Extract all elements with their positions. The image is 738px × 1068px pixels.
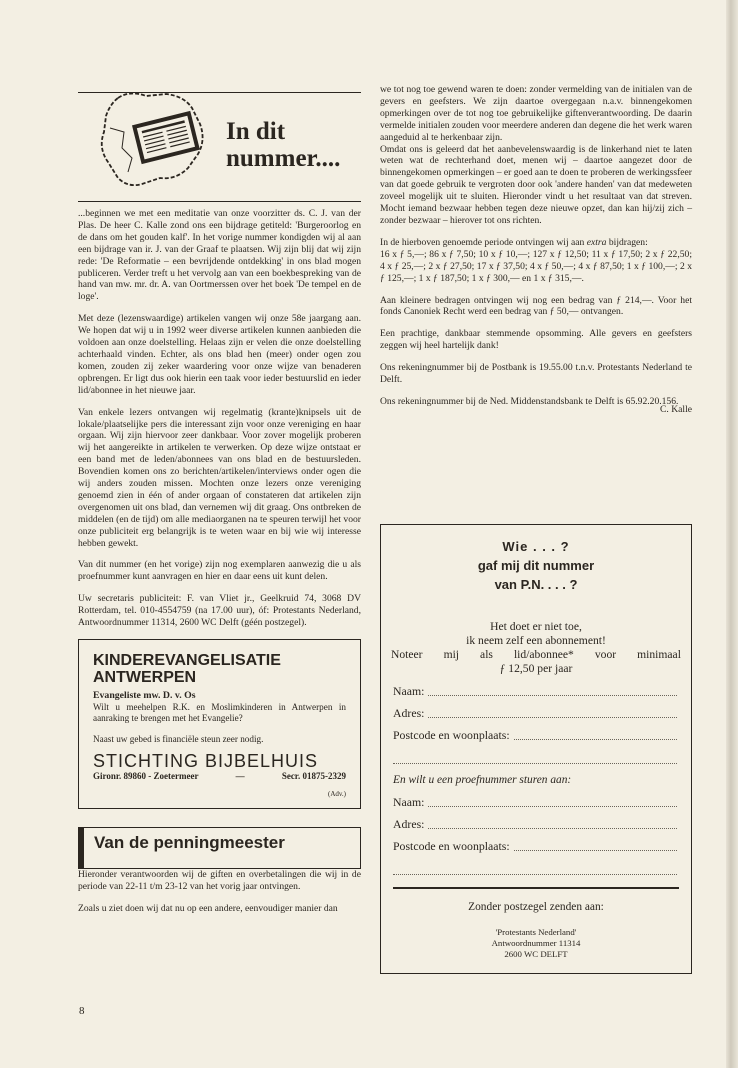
kleinere-bedragen-paragraph: Aan kleinere bedragen ontvingen wij nog een bedrag van ƒ 214,—. Voor het fonds Canoniek Recht werd een bedrag van ƒ 50,— ontvangen. <box>380 294 692 318</box>
promo-word-voor: voor <box>594 648 617 661</box>
promo-line-3 <box>381 648 691 662</box>
penningmeester-intro: Hieronder verantwoorden wij de giften en overbetalingen die wij in de periode van 22-11 t/m 23-12 van het vorig jaar ontvingen. <box>78 869 361 892</box>
extra-line[interactable] <box>393 743 677 764</box>
signature: C. Kalle <box>660 403 692 415</box>
promo-line-1: Het doet er niet toe, <box>490 620 582 633</box>
ad-secr: Secr. 01875-2329 <box>281 770 346 781</box>
send-instruction: Zonder postzegel zenden aan: <box>468 901 604 913</box>
extra-post: bijdragen: <box>606 236 648 248</box>
address-line-3: 2600 WC DELFT <box>504 949 568 959</box>
page-spine-edge <box>726 0 738 1068</box>
ad-title <box>93 652 346 686</box>
dank-paragraph: Een prachtige, dankbaar stemmende opsomming. Alle gevers en geefsters zeggen wij heel hartelijk dank! <box>380 328 692 352</box>
postcode2-field[interactable] <box>393 832 677 854</box>
secretaris-paragraph: Uw secretaris publiciteit: F. van Vliet jr., Geelkruid 74, 3068 DV Rotterdam, tel. 010-4554759 (na 17.00 uur), óf: Protestants Nederland, Antwoordnummer 11314, 2600 WC Delft (géén postzegel). <box>78 593 361 629</box>
postcode2-label: Postcode en woonplaats: <box>393 839 510 853</box>
ad-title-line-1: KINDEREVANGELISATIE <box>93 652 281 669</box>
ad-label: (Adv.) <box>327 789 346 798</box>
coupon-heading-line-3: van P.N. . . . ? <box>494 577 578 592</box>
adres2-field[interactable] <box>393 810 677 832</box>
ad-evangeliste: Evangeliste mw. D. v. Os <box>93 690 196 701</box>
naam2-line[interactable] <box>428 805 677 807</box>
header-bottom-rule <box>78 201 361 202</box>
page-number: 8 <box>79 1005 85 1017</box>
adres2-label: Adres: <box>393 817 425 831</box>
title-line-1: In dit <box>226 118 286 145</box>
ad-stichting: STICHTING BIJBELHUIS <box>93 750 319 771</box>
ad-gironr: Gironr. 89860 - Zoetermeer <box>93 770 199 781</box>
title-line-2: nummer.... <box>226 145 341 172</box>
penningmeester-heading-box <box>78 827 361 869</box>
postcode2-line[interactable] <box>514 849 677 851</box>
proefnummer-question: En wilt u een proefnummer sturen aan: <box>393 774 572 786</box>
kinderevangelisatie-advertisement <box>78 639 361 809</box>
adres-label: Adres: <box>393 706 425 720</box>
left-column <box>78 92 361 915</box>
promo-line-2: ik neem zelf een abonnement! <box>466 634 606 647</box>
promo-word-noteer: Noteer <box>391 648 423 661</box>
naam-field[interactable] <box>393 677 677 699</box>
extra-line-2[interactable] <box>393 854 677 875</box>
adres2-line[interactable] <box>428 827 677 829</box>
knipsels-paragraph: Van enkele lezers ontvangen wij regelmatig (krante)knipsels uit de lokale/plaatselijke pers die interessant zijn voor onze vereniging en haar orgaan. Wij zijn hiervoor zeer dankbaar. Voor zover mogelijk proberen wij het aangereikte in artikelen te verwerken. Op deze wijze ontstaat er een band met de leden/abonnees van ons blad en de bestuursleden. Bovendien komen ons zo berichten/artikelen/interviews onder ogen die wij anders zouden missen. Mochten onze lezers onze vereniging genoemd zien in één of ander orgaan of constateren dat artikelen zijn overgenomen uit ons blad, dan vernemen wij dit graag. Ons ontbreken de middelen (en de tijd) om alle mediaorganen na te speuren terwijl het voor onze publiciteit erg belangrijk is te weten waar en bij wie wij interesse hebben gewekt. <box>78 406 361 549</box>
coupon-separator <box>393 887 679 889</box>
coupon-heading <box>381 537 691 594</box>
ad-body: Wilt u meehelpen R.K. en Moslimkinderen in Antwerpen in aanraking te brengen met het Evangelie? <box>93 702 346 723</box>
giften-paragraph-1: we tot nog toe gewend waren te doen: zonder vermelding van de initialen van de gevers en geefsters. We zijn daartoe overgegaan n.a.v. binnengekomen opmerkingen over de tot nog toe gebruikelijke giftenverantwoording. De daarin vermelde initialen zouden voor meerdere anderen dan degene die het werk waren aangeduid al te herkenbaar zijn. <box>380 84 692 143</box>
penningmeester-zoals: Zoals u ziet doen wij dat nu op een andere, eenvoudiger manier dan <box>78 902 338 914</box>
extra-pre: In de hierboven genoemde periode ontvingen wij aan <box>380 236 587 248</box>
address-line-1: 'Protestants Nederland' <box>495 927 577 937</box>
proefnummer-paragraph: Van dit nummer (en het vorige) zijn nog exemplaren aanwezig die u als proefnummer kunt aanvragen en hier en daar eens uit kunt delen. <box>78 559 361 583</box>
netherlands-map-newspaper-icon <box>88 88 216 192</box>
postcode-field[interactable] <box>393 721 677 743</box>
section-title <box>226 118 340 172</box>
promo-word-mij: mij <box>443 648 460 661</box>
postcode-line[interactable] <box>514 738 677 740</box>
coupon-heading-line-1: Wie . . . ? <box>502 539 570 554</box>
ad-support: Naast uw gebed is financiële steun zeer nodig. <box>93 734 264 744</box>
postcode-label: Postcode en woonplaats: <box>393 728 510 742</box>
promo-line-4: ƒ 12,50 per jaar <box>499 662 573 675</box>
naam-label: Naam: <box>393 684 425 698</box>
ad-contact-line <box>93 771 346 783</box>
subscription-coupon <box>380 524 692 974</box>
nmb-paragraph: Ons rekeningnummer bij de Ned. Middenstandsbank te Delft is 65.92.20.156. <box>380 395 679 407</box>
naam2-field[interactable] <box>393 788 677 810</box>
intro-paragraph: ...beginnen we met een meditatie van onze voorzitter ds. C. J. van der Plas. De heer C. Kalle zond ons een bijdrage getiteld: 'Burgeroorlog en de dans om het gouden kalf'. In het vorige nummer kondigden wij al aan een bijdrage van ir. J. van der Graaf te plaatsen. Wij zijn blij dat wij zijn rede: 'De Reformatie – een bevrijdende ontdekking' in ons blad mogen publiceren. Verder treft u het vervolg aan van een boekbespreking van de hand van mw. mr. dr. A. van Oortmerssen over het boek 'De tempel en de loge'. <box>78 208 361 303</box>
bijdragen-list: 16 x ƒ 5,—; 86 x ƒ 7,50; 10 x ƒ 10,—; 127 x ƒ 12,50; 11 x ƒ 17,50; 2 x ƒ 22,50; 4 x ƒ 25,—; 2 x ƒ 27,50; 17 x ƒ 37,50; 4 x ƒ 50,—; 4 x ƒ 87,50; 1 x ƒ 100,—; 2 x ƒ 125,—; 1 x ƒ 187,50; 1 x ƒ 300,— en 1 x ƒ 315,—. <box>380 248 692 284</box>
extra-bijdragen-paragraph <box>380 237 692 285</box>
adres-field[interactable] <box>393 699 677 721</box>
ad-dash: — <box>235 770 245 781</box>
coupon-fields <box>393 677 677 877</box>
postbank-paragraph: Ons rekeningnummer bij de Postbank is 19.55.00 t.n.v. Protestants Nederland te Delft. <box>380 362 692 386</box>
naam2-label: Naam: <box>393 795 425 809</box>
in-dit-nummer-header <box>78 92 361 202</box>
right-column <box>380 84 692 416</box>
penningmeester-title: Van de penningmeester <box>94 833 285 852</box>
promo-word-als: als <box>480 648 493 661</box>
address-line-2: Antwoordnummer 11314 <box>491 938 581 948</box>
promo-word-lid-abonnee: lid/abonnee* <box>513 648 574 661</box>
coupon-promo <box>381 620 691 676</box>
extra-word: extra <box>586 236 607 248</box>
promo-word-minimaal: minimaal <box>637 648 681 661</box>
coupon-heading-line-2: gaf mij dit nummer <box>477 558 595 573</box>
jaargang-paragraph: Met deze (lezenswaardige) artikelen vangen wij onze 58e jaargang aan. We hopen dat wij u in 1992 weer diverse artikelen kunnen aanbieden die voldoen aan onze doelstelling. Helaas zijn er velen die onze doelstelling achterhaald vinden. Echter, als ons blad hen (meer) onder ogen zou komen, zouden zij zeker waardering voor onze wijze van benaderen opbrengen. Er ligt dus ook hierin een taak voor ieder bestuurslid en ieder lid/abonnee in het nieuwe jaar. <box>78 313 361 396</box>
naam-line[interactable] <box>428 694 677 696</box>
ad-title-line-2: ANTWERPEN <box>93 669 197 686</box>
giften-paragraph-2: Omdat ons is geleerd dat het aanbevelenswaardig is de linkerhand niet te laten weten wat de rechterhand doet, menen wij – daartoe aangezet door de binnengekomen opmerkingen – er goed aan te doen te proberen de werkingssfeer van dat goede gebruik te vergroten door ook 'andere handen' van dat medeweten zoveel mogelijk uit te sluiten. Hieronder vindt u het resultaat van dat streven. Mocht iemand bezwaar hebben tegen deze nieuwe opzet, dan kan hij/zij zich – zonder bezwaar – hierover tot ons richten. <box>380 143 692 226</box>
return-address <box>381 927 691 960</box>
adres-line[interactable] <box>428 716 677 718</box>
